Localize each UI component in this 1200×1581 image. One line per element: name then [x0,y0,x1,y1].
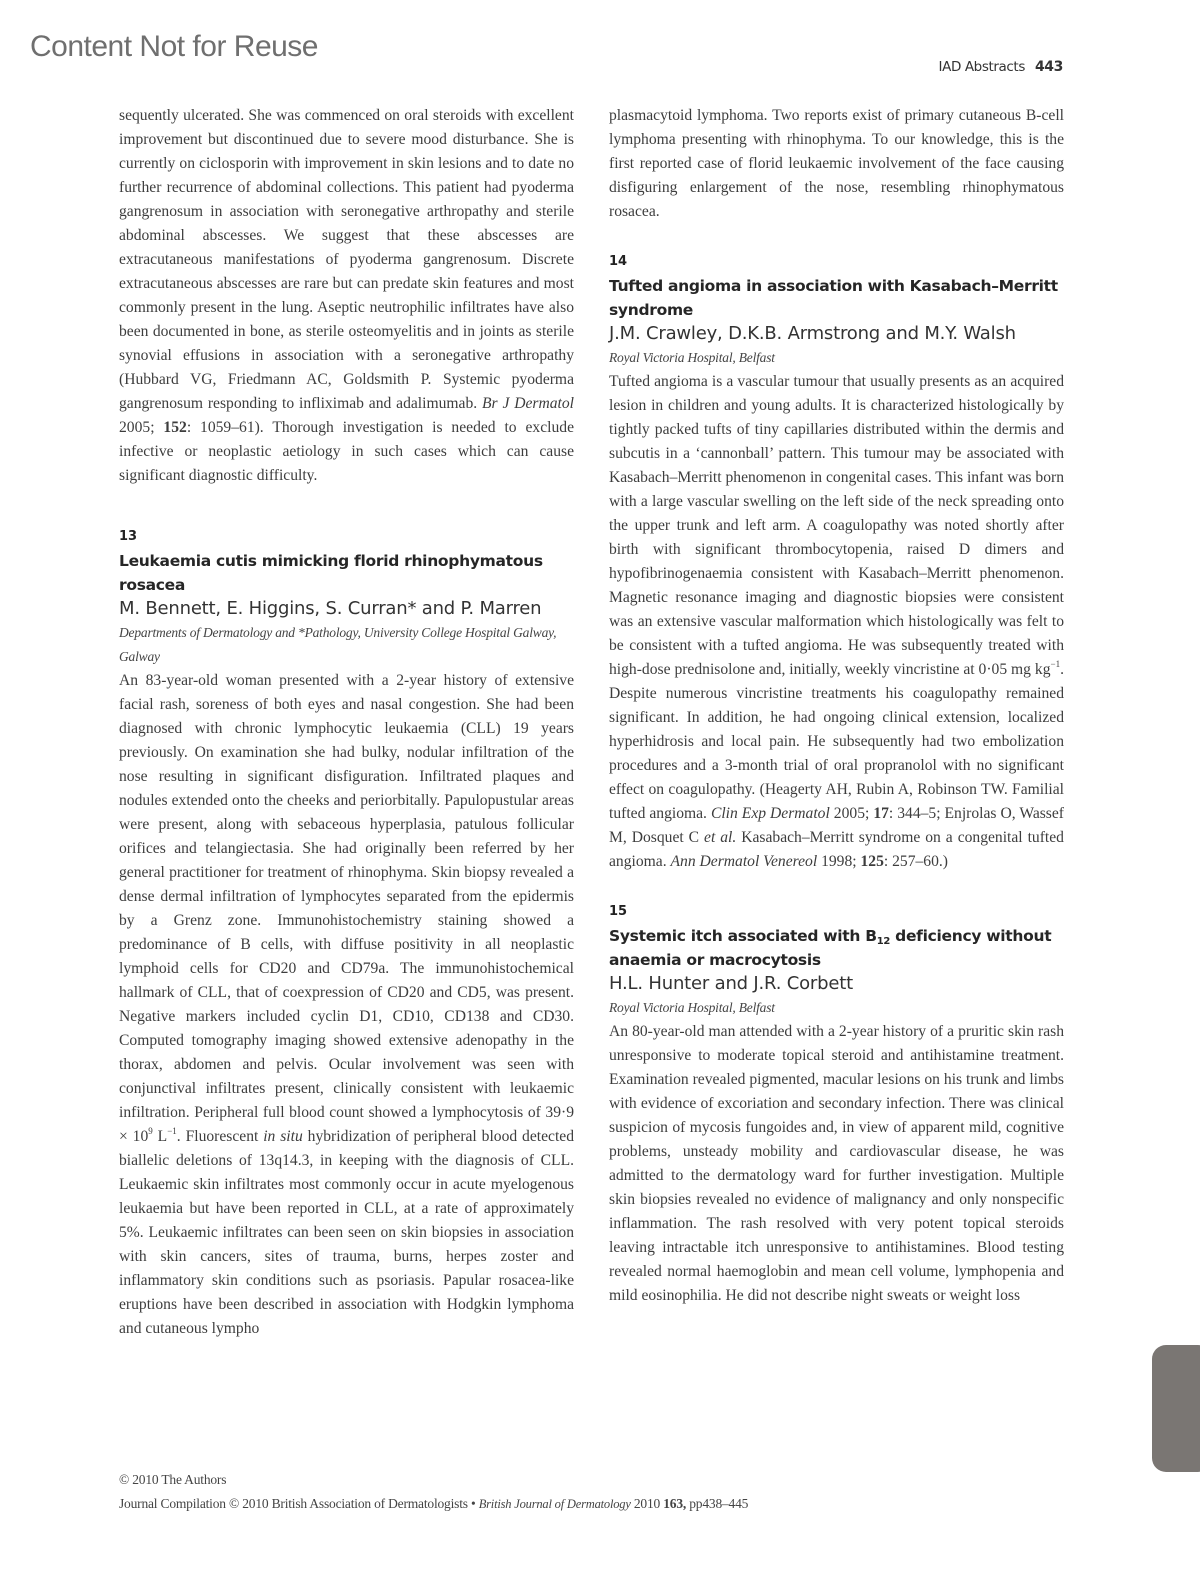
ref-pages: : 257–60.) [883,853,948,870]
ref-journal: Br J Dermatol [482,395,575,412]
abstract-affiliation: Royal Victoria Hospital, Belfast [609,350,775,365]
ref-volume: 125 [860,853,884,870]
title-text: deficiency without anaemia or macrocytosis [609,927,1052,969]
journal-volume: 163, [663,1496,687,1511]
ref-journal: Clin Exp Dermatol [710,805,830,822]
left-column [119,104,574,1341]
ref-year: 1998; [817,853,861,870]
abstract-title: Leukaemia cutis mimicking florid rhinophymatous rosacea [119,552,543,594]
journal-pages: pp438–445 [686,1496,749,1511]
abstract-authors: M. Bennett, E. Higgins, S. Curran* and P. Marren [119,598,542,619]
abstract-13 [119,525,574,1341]
abstract-authors: J.M. Crawley, D.K.B. Armstrong and M.Y. Walsh [609,323,1016,344]
right-column [609,104,1064,1308]
body-text: . Despite numerous vincristine treatments his coagulopathy remained significant. In addition, he had ongoing clinical extension, localized hyperhidrosis and local pain. He subsequently had two embolization procedures and a 3-month trial of oral propranolol with no significant effect on coagulopathy. (Heagerty AH, Rubin A, Robinson TW. Familial tufted angioma. [609,661,1064,822]
abstract-number: 14 [609,254,628,269]
ref-pages: : 344–5; Enjrolas O, Wassef M, Dosquet C [609,805,1064,846]
abstract-affiliation: Departments of Dermatology and *Pathology, University College Hospital Galway, Galway [119,625,557,664]
superscript: −1 [1050,659,1061,669]
copyright-authors: © 2010 The Authors [119,1472,227,1487]
superscript: −1 [167,1126,177,1136]
continuation-end-text: Thorough investigation is needed to exclude infective or neoplastic aetiology in such cases which can cause significant diagnostic difficulty. [119,419,574,484]
abstract-title [609,924,1064,972]
unit-text: L [152,1128,168,1145]
body-text: . Fluorescent [176,1128,264,1145]
page-number: 443 [1034,59,1063,75]
watermark: Content Not for Reuse [30,30,318,63]
ref-journal: Ann Dermatol Venereol [670,853,818,870]
abstract-body [609,370,1064,874]
abstract-body: An 80-year-old man attended with a 2-year history of a pruritic skin rash unresponsive to moderate topical steroid and antihistamine treatment. Examination revealed pigmented, macular lesions on his trunk and limbs with evidence of excoriation and secondary infection. There was clinical suspicion of mycosis fungoides and, in view of apparent mild, cognitive problems, unsteady mobility and cardiovascular disease, he was admitted to the dermatology ward for further investigation. Multiple skin biopsies revealed no evidence of malignancy and only nonspecific inflammation. The rash resolved with very potent topical steroids leaving intractable itch unresponsive to antihistamines. Blood testing revealed normal haemoglobin and mean cell volume, lymphopenia and mild eosinophilia. He did not describe night sweats or weight loss [609,1023,1064,1304]
abstract-body [119,669,574,1341]
side-thumb-tab [1152,1345,1200,1472]
abstract-13-continuation: plasmacytoid lymphoma. Two reports exist of primary cutaneous B-cell lymphoma presenting with rhinophyma. To our knowledge, this is the first reported case of florid leukaemic involvement of the face causing disfiguring enlargement of the nose, resembling rhinophymatous rosacea. [609,107,1064,220]
body-text: An 83-year-old woman presented with a 2-year history of extensive facial rash, soreness of both eyes and nasal congestion. She had been diagnosed with chronic lymphocytic leukaemia (CLL) 19 years previously. On examination she had bulky, nodular infiltration of the nose resulting in significant disfiguration. Infiltrated plaques and nodules extended onto the cheeks and periorbitally. Papulopustular areas were present, along with sebaceous hyperplasia, patulous follicular orifices and telangiectasia. She had originally been referred by her general practitioner for treatment of rhinophyma. Skin biopsy revealed a dense dermal infiltration of lymphocytes separated from the epidermis by a Grenz zone. Immunohistochemistry staining showed a predominance of B cells, with diffuse positivity in all neoplastic lymphoid cells for CD20 and CD79a. The immunohistochemical hallmark of CLL, that of coexpression of CD20 and CD5, was present. Negative markers included cyclin D1, CD10, CD138 and CD30. Computed tomography imaging showed extensive adenopathy in the thorax, abdomen and pelvis. Ocular involvement was seen with conjunctival infiltrates present, clinically consistent with leukaemic infiltration. Peripheral full blood count showed a lymphocytosis of 39·9 × 10 [119,672,574,1145]
ref-year: 2005; [829,805,874,822]
et-al: et al. [704,829,737,846]
abstract-title: Tufted angioma in association with Kasabach–Merritt syndrome [609,277,1058,319]
journal-name: British Journal of Dermatology [478,1497,631,1511]
body-text: hybridization of peripheral blood detected biallelic deletions of 13q14.3, in keeping with the diagnosis of CLL. Leukaemic skin infiltrates most commonly occur in acute myelogenous leukaemia but have been reported in CLL, at a rate of approximately 5%. Leukaemic infiltrates can been seen on skin biopsies in association with skin cancers, sites of trauma, burns, herpes zoster and inflammatory skin conditions such as psoriasis. Papular rosacea-like eruptions have been described in association with Hodgkin lymphoma and cutaneous lympho [119,1128,574,1337]
footer [119,1468,748,1516]
subscript: 12 [876,936,891,947]
superscript: 9 [148,1126,153,1136]
abstract-14 [609,250,1064,874]
continuation-text: sequently ulcerated. She was commenced on oral steroids with excellent improvement but discontinued due to severe mood disturbance. She is currently on ciclosporin with improvement in skin lesions and to date no further recurrence of abdominal collections. This patient had pyoderma gangrenosum in association with seronegative arthropathy and sterile abdominal abscesses. We suggest that these abscesses are extracutaneous manifestations of pyoderma gangrenosum. Discrete extracutaneous abscesses are rare but can predate skin features and most commonly present in the lung. Aseptic neutrophilic infiltrates have also been documented in bone, as sterile osteomyelitis and in joints as sterile synovial effusions in association with a seronegative arthropathy (Hubbard VG, Friedmann AC, Goldsmith P. Systemic pyoderma gangrenosum responding to infliximab and adalimumab. [119,107,574,412]
in-situ-text: in situ [263,1128,303,1145]
ref-volume: 17 [873,805,889,822]
compilation-text: Journal Compilation © 2010 British Association of Dermatologists • [119,1496,479,1511]
abstract-number: 13 [119,529,138,544]
ref-pages: : 1059–61). [186,419,273,436]
abstract-15 [609,900,1064,1308]
journal-year: 2010 [630,1496,664,1511]
ref-volume: 152 [163,419,187,436]
body-text: Tufted angioma is a vascular tumour that usually presents as an acquired lesion in children and young adults. It is characterized histologically by tightly packed tufts of tiny capillaries distributed within the dermis and subcutis in a ‘cannonball’ pattern. This tumour may be associated with Kasabach–Merritt phenomenon in congenital cases. This infant was born with a large vascular swelling on the left side of the neck spreading onto the upper trunk and left arm. A coagulopathy was noted shortly after birth with significant thrombocytopenia, raised D dimers and hypofibrinogenaemia consistent with Kasabach–Merritt phenomenon. Magnetic resonance imaging and diagnostic biopsies were consistent was an extensive vascular malformation which histologically was felt to be consistent with a tufted angioma. He was subsequently treated with high-dose prednisolone and, initially, weekly vincristine at 0·05 mg kg [609,373,1064,678]
journal-compilation [119,1492,748,1516]
abstract-affiliation: Royal Victoria Hospital, Belfast [609,1000,775,1015]
abstract-12-continuation [119,104,574,488]
ref-year: 2005; [119,419,164,436]
abstract-authors: H.L. Hunter and J.R. Corbett [609,973,853,994]
abstract-number: 15 [609,904,628,919]
title-text: Systemic itch associated with B [609,927,877,945]
running-head [939,59,1063,75]
section-title: IAD Abstracts [938,59,1025,75]
ref-text: Kasabach–Merritt syndrome on a congenital tufted angioma. [609,829,1064,870]
